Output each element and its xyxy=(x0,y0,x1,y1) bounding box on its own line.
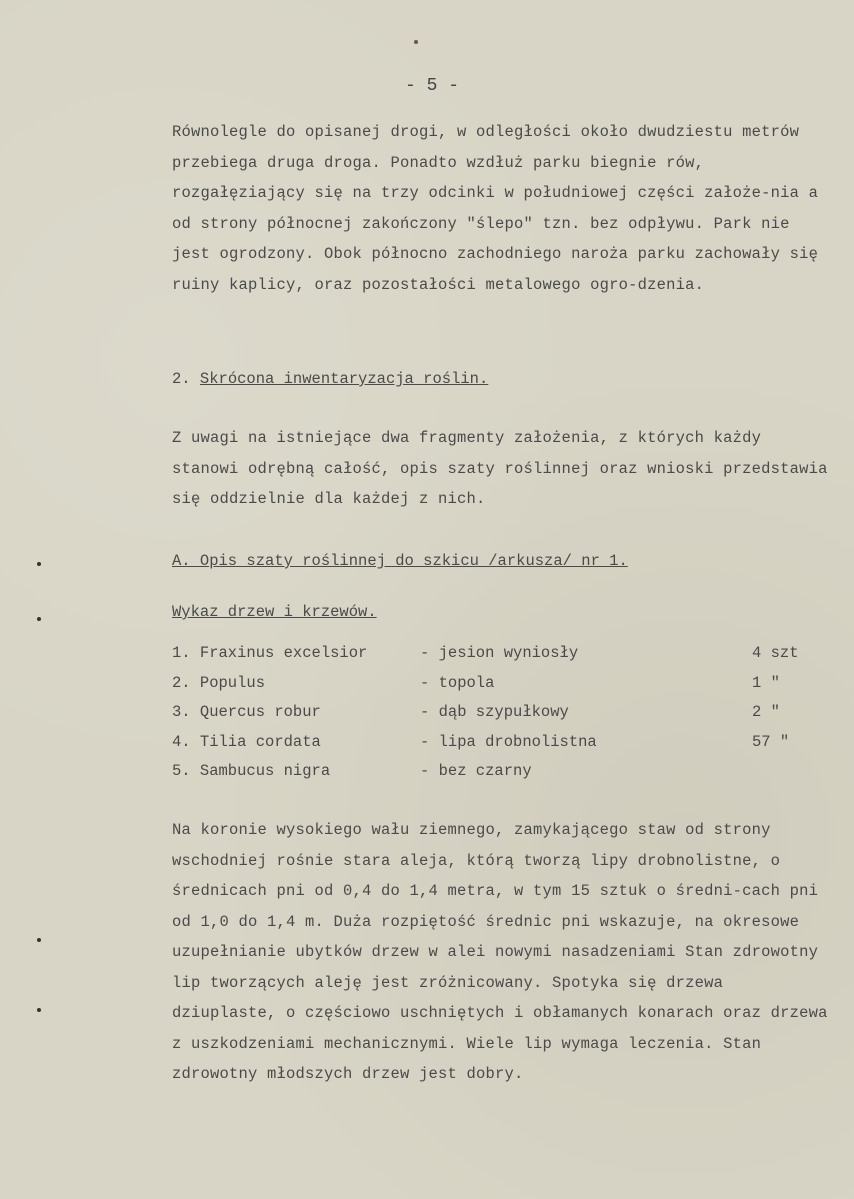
punch-hole-mark xyxy=(37,938,41,942)
plant-latin-name: 3. Quercus robur xyxy=(172,703,321,721)
section-2-number: 2. xyxy=(172,370,191,388)
plant-polish-name: - lipa drobnolistna xyxy=(420,732,597,751)
plant-row xyxy=(172,762,812,792)
paragraph-linden-alley: Na koronie wysokiego wału ziemnego, zamykającego staw od strony wschodniej rośnie stara aleja, którą tworzą lipy drobnolistne, o średnicach pni od 0,4 do 1,4 metra, w tym 15 sztuk o średni-cach pni od 1,0 do 1,4 m. Duża rozpiętość średnic pni wskazuje, na okresowe uzupełnianie ubytków drzew w alei nowymi nasadzeniami Stan zdrowotny lip tworzących aleję jest zróżnicowany. Spotyka się drzewa dziuplaste, o częściowo uschniętych i obłamanych konarach oraz drzewa z uszkodzeniami mechanicznymi. Wiele lip wymaga leczenia. Stan zdrowotny młodszych drzew jest dobry. xyxy=(172,821,828,1083)
punch-hole-mark xyxy=(37,1008,41,1012)
plant-polish-name: - bez czarny xyxy=(420,762,532,780)
plant-latin-name: 5. Sambucus nigra xyxy=(172,762,331,780)
plant-list xyxy=(172,644,812,792)
paragraph-park-description: Równolegle do opisanej drogi, w odległości około dwudziestu metrów przebiega druga droga. Ponadto wzdłuż parku biegnie rów, rozgałęziający się na trzy odcinki w południowej części założe-nia a od strony północnej zakończony "ślepo" tzn. bez odpływu. Park nie jest ogrodzony. Obok północno zachodniego narożа parku zachowały się ruiny kaplicy, oraz pozostałości metalowego ogro-dzenia. xyxy=(172,123,819,294)
plant-count: 4 szt xyxy=(752,644,799,662)
plant-count: 2 " xyxy=(752,703,780,721)
section-a-heading: A. Opis szaty roślinnej do szkicu /arkusza/ nr 1. xyxy=(172,552,628,570)
plant-latin-name: 4. Tilia cordata xyxy=(172,732,321,751)
plant-polish-name: - jesion wyniosły xyxy=(420,644,579,662)
plant-latin-name: 1. Fraxinus excelsior xyxy=(172,644,368,662)
section-2-title: Skrócona inwentaryzacja roślin. xyxy=(199,370,489,388)
paper-speck xyxy=(414,40,418,44)
plant-row xyxy=(172,733,812,763)
plant-latin-name: 2. Populus xyxy=(172,673,266,692)
plant-count: 1 " xyxy=(752,673,780,692)
punch-hole-mark xyxy=(37,562,41,566)
plant-row xyxy=(172,703,812,733)
plant-row xyxy=(172,674,812,704)
section-2-heading xyxy=(172,370,488,388)
plant-list-heading: Wykaz drzew i krzewów. xyxy=(172,603,377,621)
punch-hole-mark xyxy=(37,617,41,621)
plant-polish-name: - topola xyxy=(420,673,495,692)
plant-polish-name: - dąb szypułkowy xyxy=(420,703,569,721)
paragraph-inventory-intro: Z uwagi na istniejące dwa fragmenty założenia, z których każdy stanowi odrębną całość, opis szaty roślinnej oraz wnioski przedstawia się oddzielnie dla każdej z nich. xyxy=(172,429,828,508)
plant-count: 57 " xyxy=(752,732,790,751)
page-number: - 5 - xyxy=(405,76,460,96)
plant-row xyxy=(172,644,812,674)
